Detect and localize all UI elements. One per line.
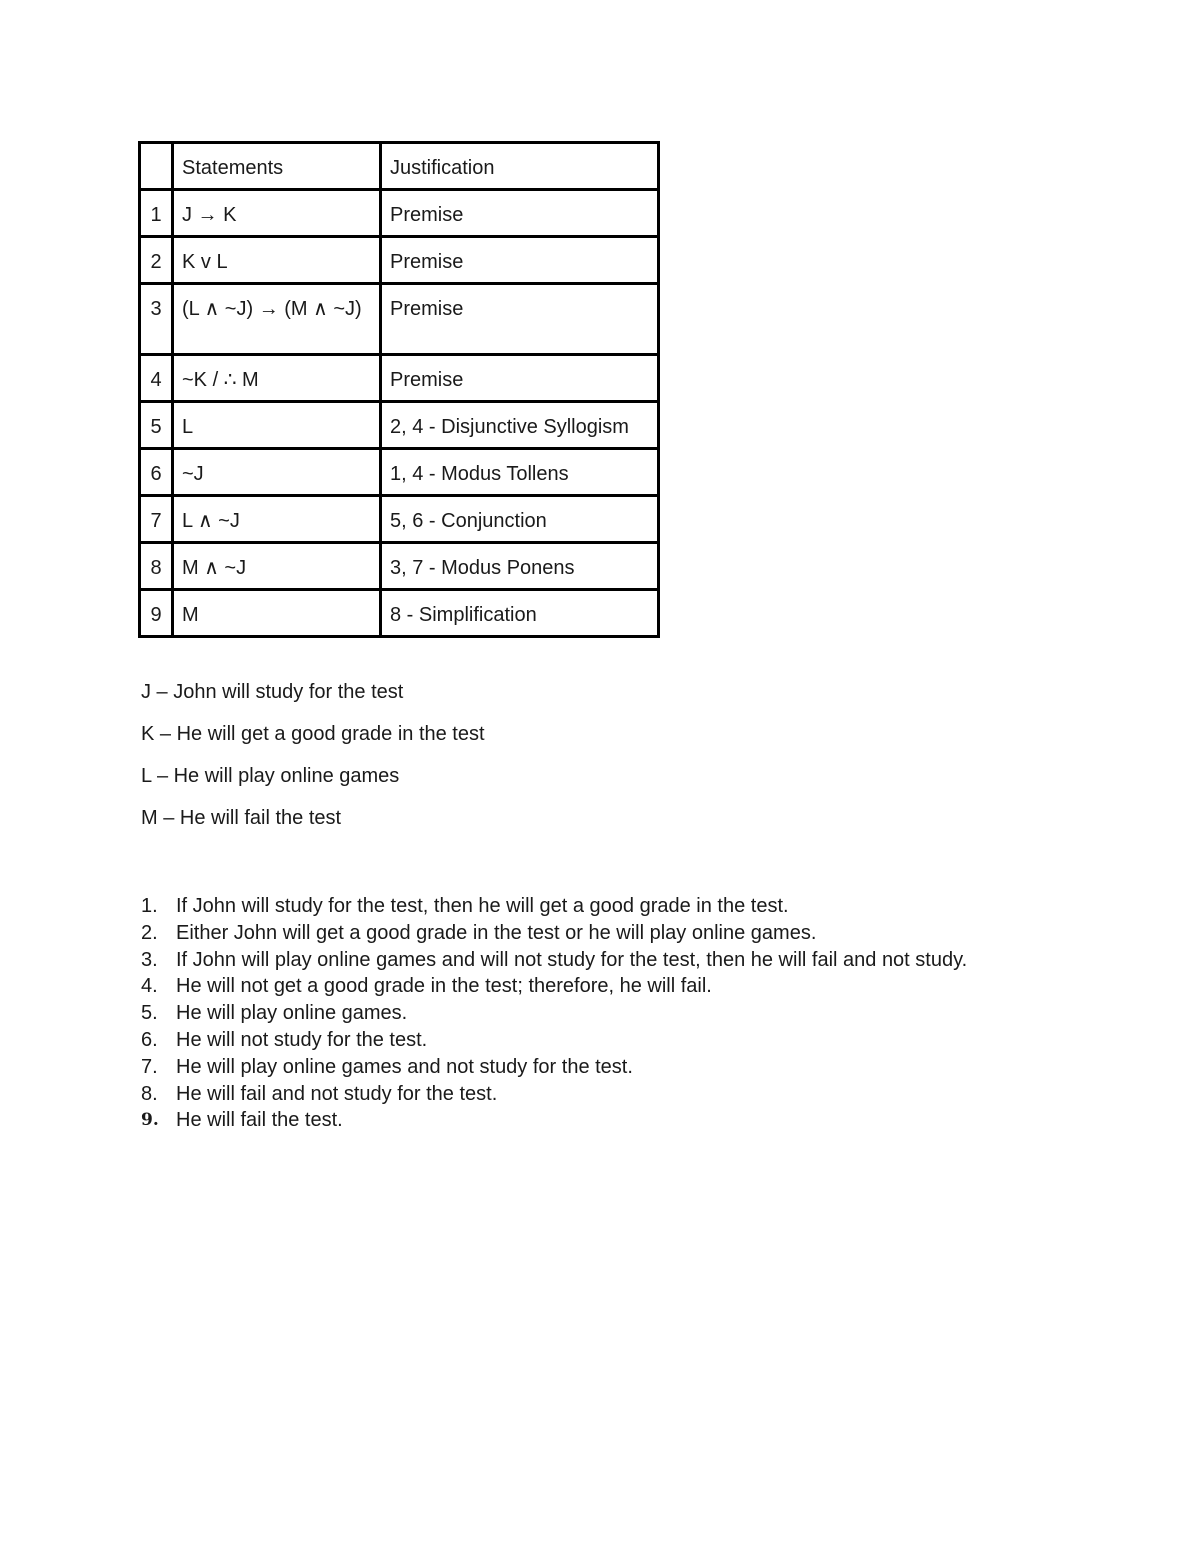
row-statement: M ∧ ~J <box>173 543 381 590</box>
row-statement: ~K / ∴ M <box>173 355 381 402</box>
table-row <box>140 355 659 402</box>
row-justification: 1, 4 - Modus Tollens <box>381 449 659 496</box>
row-number: 8 <box>140 543 173 590</box>
legend-item: J – John will study for the test <box>141 681 404 703</box>
table-row <box>140 590 659 637</box>
list-text: If John will study for the test, then he will get a good grade in the test. <box>176 895 789 917</box>
variable-legend <box>141 680 485 848</box>
row-statement: L <box>173 402 381 449</box>
list-item <box>141 973 967 1000</box>
list-index: 4. <box>141 975 158 998</box>
list-index: 6. <box>141 1028 158 1051</box>
table-header-row <box>140 143 659 190</box>
list-index: 9. <box>141 1110 159 1131</box>
table-row <box>140 284 659 355</box>
translation-list <box>141 893 967 1134</box>
list-index: 3. <box>141 948 158 971</box>
list-text: Either John will get a good grade in the test or he will play online games. <box>176 921 817 944</box>
list-text: He will not study for the test. <box>176 1028 428 1051</box>
row-justification: 3, 7 - Modus Ponens <box>381 543 659 590</box>
list-item <box>141 893 967 920</box>
list-index: 7. <box>141 1055 158 1078</box>
list-item <box>141 920 967 947</box>
row-justification: 5, 6 - Conjunction <box>381 496 659 543</box>
list-item <box>141 1054 967 1081</box>
table-row <box>140 190 659 237</box>
list-index: 8. <box>141 1082 158 1105</box>
row-statement: L ∧ ~J <box>173 496 381 543</box>
list-index: 2. <box>141 921 158 944</box>
table-row <box>140 543 659 590</box>
legend-item: L – He will play online games <box>141 765 400 787</box>
list-item <box>141 947 967 974</box>
list-item <box>141 1027 967 1054</box>
row-number: 1 <box>140 190 173 237</box>
list-text: He will not get a good grade in the test; therefore, he will fail. <box>176 975 712 998</box>
list-item <box>141 1081 967 1108</box>
row-justification: 8 - Simplification <box>381 590 659 637</box>
list-text: He will play online games and not study for the test. <box>176 1055 633 1078</box>
table-row <box>140 449 659 496</box>
row-statement: (L ∧ ~J) → (M ∧ ~J) <box>173 284 381 355</box>
list-item <box>141 1107 967 1134</box>
header-number <box>140 143 173 190</box>
table-row <box>140 402 659 449</box>
row-justification: Premise <box>381 237 659 284</box>
row-justification: Premise <box>381 355 659 402</box>
row-justification: Premise <box>381 284 659 355</box>
list-text: If John will play online games and will not study for the test, then he will fail and not study. <box>176 948 968 971</box>
row-number: 2 <box>140 237 173 284</box>
row-statement: K v L <box>173 237 381 284</box>
table-row <box>140 496 659 543</box>
row-number: 9 <box>140 590 173 637</box>
row-justification: 2, 4 - Disjunctive Syllogism <box>381 402 659 449</box>
list-item <box>141 1000 967 1027</box>
row-number: 7 <box>140 496 173 543</box>
row-number: 3 <box>140 284 173 355</box>
row-statement: J → K <box>173 190 381 237</box>
list-text: He will play online games. <box>176 1002 408 1025</box>
list-text: He will fail the test. <box>176 1109 343 1132</box>
list-index: 5. <box>141 1002 158 1025</box>
list-text: He will fail and not study for the test. <box>176 1082 498 1105</box>
proof-table <box>138 141 660 638</box>
row-number: 4 <box>140 355 173 402</box>
table-row <box>140 237 659 284</box>
legend-item: M – He will fail the test <box>141 807 342 829</box>
row-number: 5 <box>140 402 173 449</box>
row-justification: Premise <box>381 190 659 237</box>
list-index: 1. <box>141 895 158 917</box>
header-justification: Justification <box>381 143 659 190</box>
row-statement: ~J <box>173 449 381 496</box>
row-number: 6 <box>140 449 173 496</box>
legend-item: K – He will get a good grade in the test <box>141 723 485 745</box>
header-statements: Statements <box>173 143 381 190</box>
row-statement: M <box>173 590 381 637</box>
